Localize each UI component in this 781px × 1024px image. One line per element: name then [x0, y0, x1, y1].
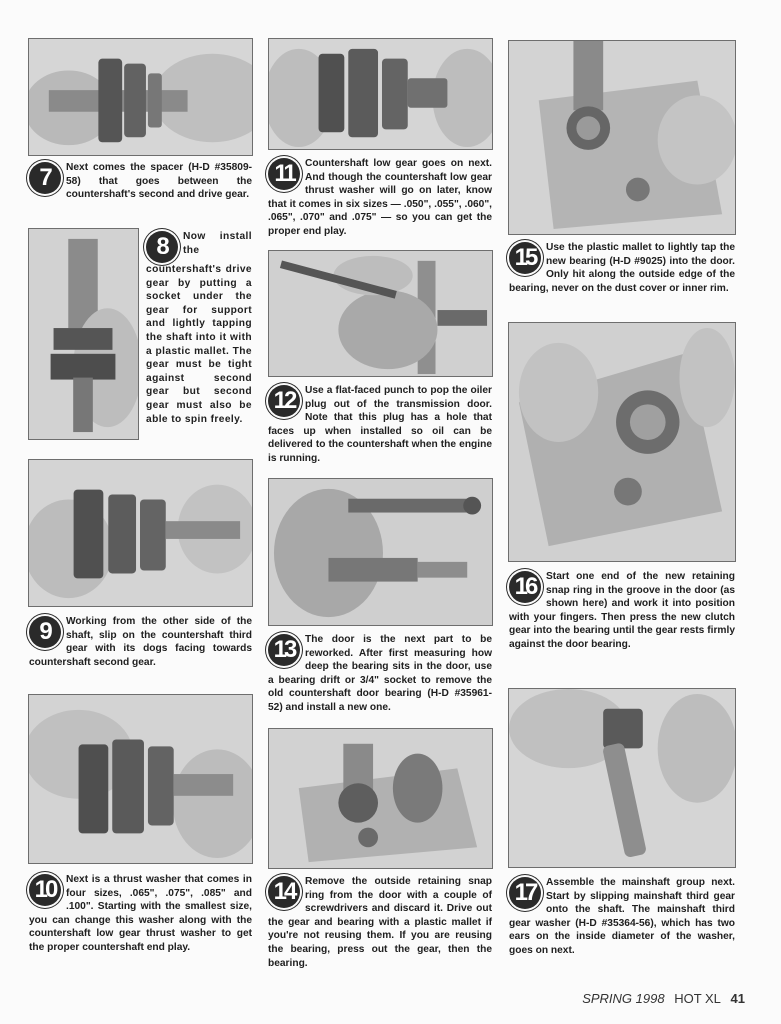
caption-step-7	[29, 161, 252, 202]
step-number-badge: 7	[29, 162, 61, 194]
photo-step-12	[268, 250, 493, 377]
photo-step-13	[268, 478, 493, 626]
step-number-badge: 12	[268, 385, 300, 417]
photo-step-16	[508, 322, 736, 562]
photo-step-10	[28, 694, 253, 864]
caption-step-12	[268, 384, 492, 466]
caption-step-9	[29, 615, 252, 669]
caption-step-11	[268, 157, 492, 239]
step-number-badge: 15	[509, 242, 541, 274]
step-text: Next is a thrust washer that comes in four sizes, .065", .075", .085" and .100". Starting with the smallest size, you can change this washer along with the countershaft low gear thrust washer to get the proper countershaft end play.	[29, 874, 252, 953]
photo-step-15	[508, 40, 736, 235]
caption-step-17	[509, 876, 735, 958]
step-text: Start one end of the new retaining snap ring in the groove in the door (as shown here) and work it into position with your fingers. Then press the new clutch gear into the bearing until the gear rests firmly against the door bearing.	[509, 571, 735, 650]
magazine-name: HOT XL	[674, 991, 721, 1006]
photo-step-8	[28, 228, 139, 440]
step-text: Now install the countershaft's drive gear by putting a socket under the gear for support and lightly tapping the shaft into it with a plastic mallet. The gear must be tight against second gear but second gear must also be able to spin freely.	[146, 231, 252, 425]
caption-step-13	[268, 633, 492, 715]
step-number-badge: 16	[509, 571, 541, 603]
step-text: Assemble the mainshaft group next. Start by slipping mainshaft third gear onto the shaft. The mainshaft third gear washer (H-D #35364-56), which has two ears on the inside diameter of the washer, goes on next.	[509, 877, 735, 956]
caption-step-10	[29, 873, 252, 955]
step-number-badge: 17	[509, 877, 541, 909]
step-text: The door is the next part to be reworked. After first measuring how deep the bearing sits in the door, use a bearing drift or 3/4" socket to remove the old countershaft door bearing (H-D #35961-52) and install a new one.	[268, 634, 492, 713]
step-number-badge: 13	[268, 634, 300, 666]
caption-step-14	[268, 875, 492, 970]
photo-step-11	[268, 38, 493, 150]
step-number-badge: 10	[29, 874, 61, 906]
step-number-badge: 8	[146, 231, 178, 263]
issue-date: SPRING 1998	[582, 991, 665, 1006]
photo-step-7	[28, 38, 253, 156]
page-number: 41	[730, 991, 745, 1006]
caption-step-16	[509, 570, 735, 652]
step-text: Next comes the spacer (H-D #35809-58) that goes between the countershaft's second and drive gear.	[66, 162, 252, 201]
step-text: Countershaft low gear goes on next. And though the countershaft low gear thrust washer will go on later, know that it comes in six sizes — .050", .055", .060", .065", .070" and .075" — so you can get the proper end play.	[268, 158, 492, 237]
step-number-badge: 14	[268, 876, 300, 908]
page-footer	[582, 991, 745, 1006]
step-text: Use a flat-faced punch to pop the oiler plug out of the transmission door. Note that this plug has a hole that faces up when installed so oil can be delivered to the countershaft when the engine is running.	[268, 385, 492, 464]
step-text: Remove the outside retaining snap ring from the door with a couple of screwdrivers and discard it. Drive out the gear and bearing with a plastic mallet if you're not reusing them. If you are reusing the bearing, press out the gear, then the bearing.	[268, 876, 492, 969]
caption-step-8	[146, 230, 252, 426]
photo-step-17	[508, 688, 736, 868]
step-text: Working from the other side of the shaft, slip on the countershaft third gear with its dogs facing towards countershaft second gear.	[29, 616, 252, 668]
photo-step-9	[28, 459, 253, 607]
caption-step-15	[509, 241, 735, 295]
step-number-badge: 9	[29, 616, 61, 648]
photo-step-14	[268, 728, 493, 869]
step-number-badge: 11	[268, 158, 300, 190]
step-text: Use the plastic mallet to lightly tap the new bearing (H-D #9025) into the door. Only hit along the outside edge of the bearing, never on the dust cover or inner rim.	[509, 242, 735, 294]
